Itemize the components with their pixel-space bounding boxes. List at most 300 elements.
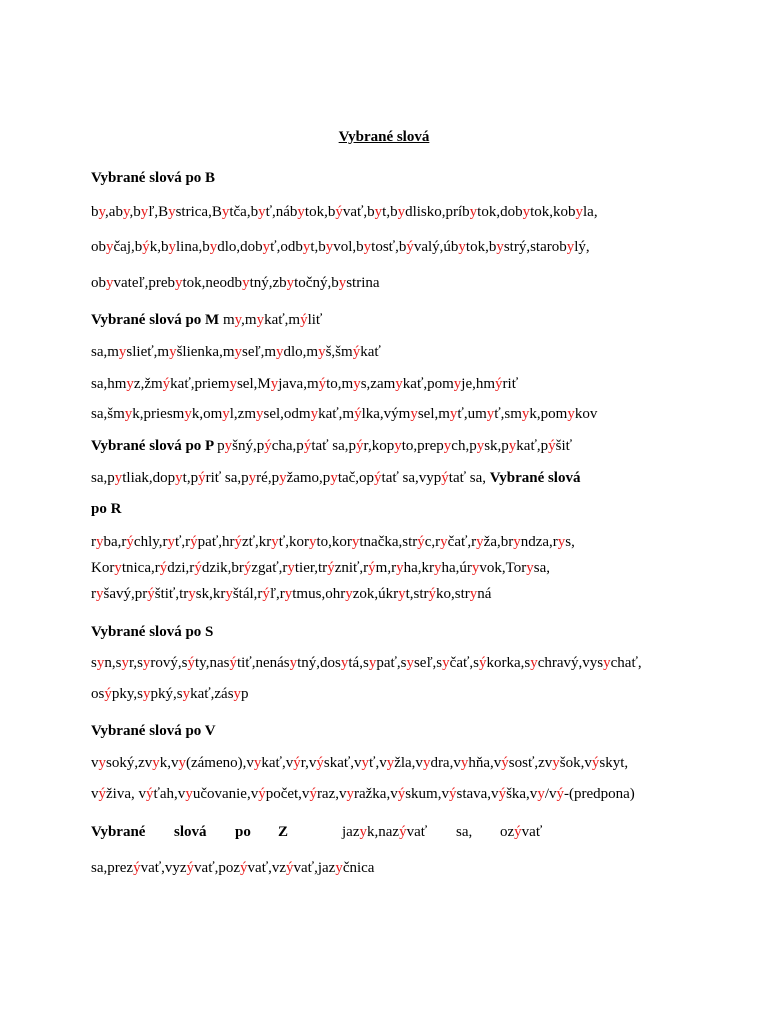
word-text: ,m bbox=[241, 312, 257, 328]
word-text: ražka,v bbox=[354, 786, 398, 802]
highlighted-letter: y bbox=[270, 376, 279, 392]
heading-text: Vybrané slová po B bbox=[91, 170, 216, 186]
highlighted-letter: y bbox=[169, 344, 177, 360]
highlighted-letter: y bbox=[410, 406, 418, 422]
highlighted-letter: y bbox=[96, 534, 104, 550]
word-text: la, bbox=[583, 204, 598, 220]
highlighted-letter: y bbox=[526, 560, 534, 576]
highlighted-letter: y bbox=[513, 534, 521, 550]
word-text: dlisko,príb bbox=[405, 204, 470, 220]
word-text: kov bbox=[574, 406, 598, 422]
highlighted-letter: y bbox=[221, 204, 230, 220]
highlighted-letter: y bbox=[287, 560, 295, 576]
word-text: kať,m bbox=[264, 312, 301, 328]
justified-word bbox=[500, 822, 542, 842]
highlighted-letter: y bbox=[98, 204, 106, 220]
highlighted-letter: y bbox=[345, 586, 353, 602]
highlighted-letter: y bbox=[234, 344, 242, 360]
highlighted-letter: ý bbox=[258, 786, 266, 802]
word-text: ha,kr bbox=[403, 560, 434, 576]
word-text: tier,tr bbox=[294, 560, 328, 576]
word-text: hňa,v bbox=[468, 755, 502, 771]
highlighted-letter: y bbox=[325, 239, 334, 255]
highlighted-letter: y bbox=[338, 275, 347, 291]
word-text: to,kor bbox=[316, 534, 352, 550]
text-line bbox=[91, 784, 748, 804]
highlighted-letter: y bbox=[566, 239, 575, 255]
word-text: ška,v bbox=[506, 786, 538, 802]
word-text: z,žm bbox=[133, 376, 163, 392]
word-text: ba,r bbox=[103, 534, 127, 550]
word-text: vať,vz bbox=[247, 860, 287, 876]
text-line bbox=[91, 168, 748, 188]
highlighted-letter: ý bbox=[548, 438, 556, 454]
word-text: vať bbox=[521, 824, 543, 840]
word-text: riť sa,p bbox=[205, 470, 249, 486]
highlighted-letter: ý bbox=[187, 655, 196, 671]
word-text: t,p bbox=[182, 470, 199, 486]
word-text: kať,v bbox=[261, 755, 294, 771]
text-line bbox=[91, 374, 748, 394]
highlighted-letter: y bbox=[289, 655, 298, 671]
word-text: čať,s bbox=[449, 655, 479, 671]
highlighted-letter: ý bbox=[327, 560, 335, 576]
text-line bbox=[91, 532, 748, 552]
highlighted-letter: y bbox=[122, 204, 130, 220]
text-line bbox=[91, 684, 748, 704]
word-text: šavý,pr bbox=[103, 586, 148, 602]
word-text: to,m bbox=[326, 376, 354, 392]
highlighted-letter: y bbox=[522, 204, 531, 220]
text-line bbox=[91, 202, 748, 222]
word-text: Kor bbox=[91, 560, 115, 576]
word-text: tok,b bbox=[304, 204, 336, 220]
word-text: vol,b bbox=[333, 239, 364, 255]
word-text: v bbox=[91, 786, 99, 802]
word-text: ť,r bbox=[175, 534, 191, 550]
text-line bbox=[91, 342, 748, 362]
word-text: pky,s bbox=[111, 686, 143, 702]
word-text: oz bbox=[500, 824, 515, 840]
word-text: tať sa,vyp bbox=[381, 470, 442, 486]
word-text: tiť,nenás bbox=[236, 655, 290, 671]
word-text: b bbox=[91, 204, 99, 220]
word-text: korka,s bbox=[486, 655, 531, 671]
word-text: štiť,tr bbox=[154, 586, 189, 602]
word-text: seľ,s bbox=[413, 655, 443, 671]
highlighted-letter: ý bbox=[495, 376, 503, 392]
word-text: sa,šm bbox=[91, 406, 125, 422]
word-text: r,kop bbox=[363, 438, 395, 454]
word-text: tač,op bbox=[337, 470, 375, 486]
word-text: v bbox=[91, 755, 99, 771]
word-text: rový,s bbox=[150, 655, 188, 671]
word-text: štál,r bbox=[232, 586, 263, 602]
highlighted-letter: y bbox=[443, 438, 452, 454]
word-text: ľ,B bbox=[148, 204, 169, 220]
word-text: strica,B bbox=[175, 204, 222, 220]
highlighted-letter: y bbox=[114, 560, 122, 576]
word-text: lina,b bbox=[175, 239, 210, 255]
word-text: dzi,r bbox=[167, 560, 195, 576]
highlighted-letter: y bbox=[96, 586, 104, 602]
highlighted-letter: y bbox=[340, 655, 349, 671]
word-text: ndza,r bbox=[520, 534, 558, 550]
word-text: cha,p bbox=[271, 438, 304, 454]
text-line bbox=[91, 584, 748, 604]
word-text: ť,kor bbox=[278, 534, 309, 550]
highlighted-letter: y bbox=[234, 312, 242, 328]
highlighted-letter: ý bbox=[264, 438, 272, 454]
highlighted-letter: ý bbox=[142, 239, 150, 255]
word-text: zok,úkr bbox=[352, 586, 399, 602]
heading-text: po R bbox=[91, 501, 122, 517]
word-text: žla,v bbox=[394, 755, 423, 771]
word-text: tliak,dop bbox=[122, 470, 176, 486]
word-text: čnica bbox=[342, 860, 375, 876]
highlighted-letter: ý bbox=[190, 534, 198, 550]
highlighted-letter: y bbox=[458, 239, 466, 255]
word-text: ob bbox=[91, 239, 106, 255]
word-text: živa, v bbox=[106, 786, 146, 802]
highlighted-letter: y bbox=[557, 534, 566, 550]
word-text: r,s bbox=[128, 655, 143, 671]
highlighted-letter: y bbox=[276, 344, 284, 360]
word-text: t,str bbox=[405, 586, 429, 602]
word-text: ľ,r bbox=[269, 586, 285, 602]
text-line bbox=[91, 436, 748, 456]
word-text: ť,náb bbox=[265, 204, 298, 220]
text-line bbox=[91, 721, 748, 741]
highlighted-letter: y bbox=[297, 204, 305, 220]
highlighted-letter: y bbox=[469, 204, 478, 220]
highlighted-letter: ý bbox=[229, 655, 237, 671]
highlighted-letter: y bbox=[434, 560, 442, 576]
word-text: ť,um bbox=[457, 406, 487, 422]
word-text: pať,hr bbox=[197, 534, 235, 550]
highlighted-letter: y bbox=[142, 686, 151, 702]
word-text: k,om bbox=[191, 406, 223, 422]
highlighted-letter: ý bbox=[198, 470, 206, 486]
highlighted-letter: y bbox=[271, 534, 279, 550]
highlighted-letter: y bbox=[368, 655, 377, 671]
word-text: r,v bbox=[300, 755, 317, 771]
word-text: tnačka,str bbox=[359, 534, 418, 550]
highlighted-letter: y bbox=[508, 438, 517, 454]
highlighted-letter: y bbox=[310, 406, 319, 422]
highlighted-letter: ý bbox=[309, 786, 317, 802]
word-text: tok,neodb bbox=[182, 275, 243, 291]
highlighted-letter: ý bbox=[428, 586, 437, 602]
highlighted-letter: ý bbox=[374, 470, 382, 486]
justified-word bbox=[174, 822, 207, 842]
word-text: skyt, bbox=[599, 755, 629, 771]
justified-word bbox=[456, 822, 472, 842]
word-text: riť bbox=[502, 376, 519, 392]
highlighted-letter: y bbox=[406, 655, 414, 671]
highlighted-letter: ý bbox=[441, 470, 449, 486]
word-text: strina bbox=[346, 275, 380, 291]
highlighted-letter: y bbox=[175, 470, 183, 486]
highlighted-letter: ý bbox=[498, 786, 507, 802]
word-text: t,b bbox=[382, 204, 398, 220]
word-text: lka,vým bbox=[361, 406, 411, 422]
word-text: ť,sm bbox=[494, 406, 522, 422]
word-text: tnica,r bbox=[121, 560, 160, 576]
highlighted-letter: y bbox=[167, 534, 176, 550]
word-text: tať sa, bbox=[448, 470, 490, 486]
heading-text: Vybrané slová po V bbox=[91, 723, 216, 739]
highlighted-letter: y bbox=[222, 406, 230, 422]
highlighted-letter: y bbox=[98, 755, 106, 771]
highlighted-letter: y bbox=[178, 755, 186, 771]
word-text: k,naz bbox=[366, 824, 400, 840]
word-text: dlo,dob bbox=[217, 239, 263, 255]
highlighted-letter: y bbox=[284, 586, 293, 602]
word-text: vať,b bbox=[342, 204, 375, 220]
word-text: dra,v bbox=[430, 755, 461, 771]
word-text: ná bbox=[477, 586, 492, 602]
text-line bbox=[91, 622, 748, 642]
word-text: stava,v bbox=[456, 786, 499, 802]
word-text: počet,v bbox=[265, 786, 310, 802]
word-text: tný,dos bbox=[297, 655, 341, 671]
highlighted-letter: y bbox=[476, 534, 484, 550]
word-text: jaz bbox=[342, 824, 360, 840]
highlighted-letter: y bbox=[262, 239, 271, 255]
highlighted-letter: y bbox=[521, 406, 530, 422]
word-text: /v bbox=[544, 786, 557, 802]
heading-text: Vybrané slová po P bbox=[91, 438, 218, 454]
word-text: sa,m bbox=[91, 344, 119, 360]
highlighted-letter: ý bbox=[133, 860, 141, 876]
justified-word bbox=[91, 822, 145, 842]
highlighted-letter: y bbox=[552, 755, 560, 771]
highlighted-letter: ý bbox=[194, 560, 202, 576]
word-text: tá,s bbox=[348, 655, 369, 671]
highlighted-letter: y bbox=[449, 406, 458, 422]
highlighted-letter: ý bbox=[145, 786, 154, 802]
word-text: vať,poz bbox=[194, 860, 241, 876]
word-text: dlo,m bbox=[283, 344, 319, 360]
word-text: šlienka,m bbox=[176, 344, 235, 360]
highlighted-letter: y bbox=[361, 755, 370, 771]
highlighted-letter: ý bbox=[286, 860, 294, 876]
word-text: tmus,ohr bbox=[292, 586, 346, 602]
word-text: sk,p bbox=[484, 438, 509, 454]
highlighted-letter: ý bbox=[448, 786, 457, 802]
word-text: sa,p bbox=[91, 470, 115, 486]
highlighted-letter: y bbox=[469, 586, 478, 602]
word-text: sosť,zv bbox=[508, 755, 553, 771]
word-text: ťah,v bbox=[153, 786, 186, 802]
highlighted-letter: y bbox=[330, 470, 338, 486]
highlighted-letter: ý bbox=[368, 560, 376, 576]
highlighted-letter: y bbox=[209, 239, 218, 255]
word-text: točný,b bbox=[294, 275, 339, 291]
highlighted-letter: y bbox=[353, 376, 361, 392]
highlighted-letter: y bbox=[126, 376, 134, 392]
word-text: chly,r bbox=[133, 534, 168, 550]
justified-word bbox=[235, 822, 251, 842]
highlighted-letter: y bbox=[395, 376, 403, 392]
word-text: n,s bbox=[104, 655, 122, 671]
word-text: skum,v bbox=[405, 786, 449, 802]
word-text: kať,pom bbox=[402, 376, 454, 392]
highlighted-letter: y bbox=[460, 755, 469, 771]
word-text: čaj,b bbox=[113, 239, 143, 255]
highlighted-letter: y bbox=[185, 786, 193, 802]
word-text: zniť,r bbox=[334, 560, 369, 576]
word-text: tok,b bbox=[465, 239, 497, 255]
highlighted-letter: ý bbox=[556, 786, 564, 802]
word-text: šný,p bbox=[232, 438, 265, 454]
highlighted-letter: y bbox=[346, 786, 354, 802]
word-text: sel,odm bbox=[263, 406, 311, 422]
word-text: sa,hm bbox=[91, 376, 127, 392]
highlighted-letter: ý bbox=[399, 824, 407, 840]
highlighted-letter: ý bbox=[417, 534, 425, 550]
highlighted-letter: ý bbox=[316, 755, 324, 771]
highlighted-letter: y bbox=[225, 586, 233, 602]
word-text: r bbox=[91, 586, 96, 602]
highlighted-letter: y bbox=[152, 755, 160, 771]
word-text: ,ab bbox=[105, 204, 123, 220]
highlighted-letter: y bbox=[537, 786, 545, 802]
justified-word bbox=[342, 822, 427, 842]
highlighted-letter: y bbox=[440, 534, 448, 550]
heading-text: Vybrané slová po S bbox=[91, 624, 214, 640]
highlighted-letter: y bbox=[184, 406, 192, 422]
word-text: chravý,vys bbox=[537, 655, 604, 671]
word-text: pať,s bbox=[376, 655, 407, 671]
highlighted-letter: y bbox=[496, 239, 504, 255]
highlighted-letter: y bbox=[279, 470, 287, 486]
word-text: java,m bbox=[278, 376, 319, 392]
word-text: liť bbox=[307, 312, 323, 328]
word-text: kať,priem bbox=[170, 376, 230, 392]
highlighted-letter: y bbox=[140, 204, 149, 220]
highlighted-letter: y bbox=[118, 344, 127, 360]
highlighted-letter: y bbox=[374, 204, 383, 220]
highlighted-letter: y bbox=[396, 560, 404, 576]
word-text: valý,úb bbox=[413, 239, 459, 255]
highlighted-letter: y bbox=[253, 755, 262, 771]
highlighted-letter: ý bbox=[354, 406, 362, 422]
highlighted-letter: ý bbox=[335, 204, 343, 220]
word-text: kať,p bbox=[516, 438, 549, 454]
highlighted-letter: y bbox=[471, 560, 480, 576]
word-text: š,šm bbox=[325, 344, 353, 360]
word-text: sa, bbox=[533, 560, 551, 576]
word-text: t,b bbox=[310, 239, 326, 255]
highlighted-letter: ý bbox=[300, 312, 308, 328]
highlighted-letter: ý bbox=[397, 786, 406, 802]
highlighted-letter: ý bbox=[406, 239, 414, 255]
highlighted-letter: ý bbox=[318, 376, 327, 392]
heading-text: po bbox=[235, 824, 251, 840]
word-text: zgať,r bbox=[251, 560, 288, 576]
word-text: vať bbox=[406, 824, 428, 840]
heading-text: slová bbox=[174, 824, 207, 840]
highlighted-letter: y bbox=[258, 204, 266, 220]
word-text: os bbox=[91, 686, 105, 702]
word-text: l,zm bbox=[229, 406, 256, 422]
highlighted-letter: y bbox=[422, 755, 431, 771]
highlighted-letter: y bbox=[168, 204, 176, 220]
word-text: m,r bbox=[375, 560, 397, 576]
highlighted-letter: y bbox=[397, 204, 406, 220]
word-text: učovanie,v bbox=[192, 786, 259, 802]
highlighted-letter: y bbox=[142, 655, 151, 671]
word-text: čať,r bbox=[447, 534, 477, 550]
text-line bbox=[91, 404, 748, 424]
word-text: k,priesm bbox=[132, 406, 185, 422]
highlighted-letter: y bbox=[363, 239, 372, 255]
word-text: pký,s bbox=[150, 686, 183, 702]
word-text: soký,zv bbox=[106, 755, 153, 771]
highlighted-letter: y bbox=[476, 438, 485, 454]
word-text: p bbox=[217, 438, 225, 454]
word-text: lý, bbox=[574, 239, 590, 255]
word-text: s,zam bbox=[360, 376, 396, 392]
word-text: m bbox=[222, 312, 235, 328]
highlighted-letter: y bbox=[575, 204, 584, 220]
word-text: ch,p bbox=[451, 438, 477, 454]
word-text: šok,v bbox=[559, 755, 592, 771]
word-text: r bbox=[91, 534, 96, 550]
word-text: tný,zb bbox=[249, 275, 287, 291]
word-text: kať,m bbox=[318, 406, 355, 422]
word-text: žamo,p bbox=[286, 470, 331, 486]
text-line bbox=[91, 653, 748, 673]
word-text: to,prep bbox=[401, 438, 444, 454]
word-text: sel,M bbox=[236, 376, 271, 392]
word-text: -(predpona) bbox=[563, 786, 635, 802]
word-text: kať,zás bbox=[190, 686, 234, 702]
highlighted-letter: ý bbox=[186, 860, 195, 876]
highlighted-letter: y bbox=[486, 406, 495, 422]
text-line bbox=[91, 499, 748, 519]
page-title: Vybrané slová bbox=[338, 129, 430, 145]
highlighted-letter: ý bbox=[352, 344, 361, 360]
highlighted-letter: y bbox=[121, 655, 129, 671]
highlighted-letter: y bbox=[318, 344, 326, 360]
word-text: vať,jaz bbox=[293, 860, 336, 876]
highlighted-letter: y bbox=[567, 406, 575, 422]
highlighted-letter: y bbox=[603, 655, 611, 671]
word-text: ť,odb bbox=[270, 239, 303, 255]
word-text: tča,b bbox=[229, 204, 259, 220]
heading-text: Vybrané slová po M bbox=[91, 312, 223, 328]
highlighted-letter: y bbox=[242, 275, 250, 291]
highlighted-letter: ý bbox=[234, 534, 242, 550]
highlighted-letter: y bbox=[224, 438, 233, 454]
word-text: sa,prez bbox=[91, 860, 134, 876]
highlighted-letter: y bbox=[302, 239, 311, 255]
text-line bbox=[91, 558, 748, 578]
highlighted-letter: y bbox=[256, 312, 265, 328]
highlighted-letter: y bbox=[174, 275, 183, 291]
word-text: tok,kob bbox=[530, 204, 576, 220]
highlighted-letter: y bbox=[248, 470, 257, 486]
highlighted-letter: y bbox=[351, 534, 360, 550]
text-line bbox=[91, 468, 748, 488]
heading-text: Z bbox=[278, 824, 289, 840]
word-text: s, bbox=[565, 534, 575, 550]
highlighted-letter: ý bbox=[240, 860, 248, 876]
highlighted-letter: ý bbox=[303, 438, 312, 454]
